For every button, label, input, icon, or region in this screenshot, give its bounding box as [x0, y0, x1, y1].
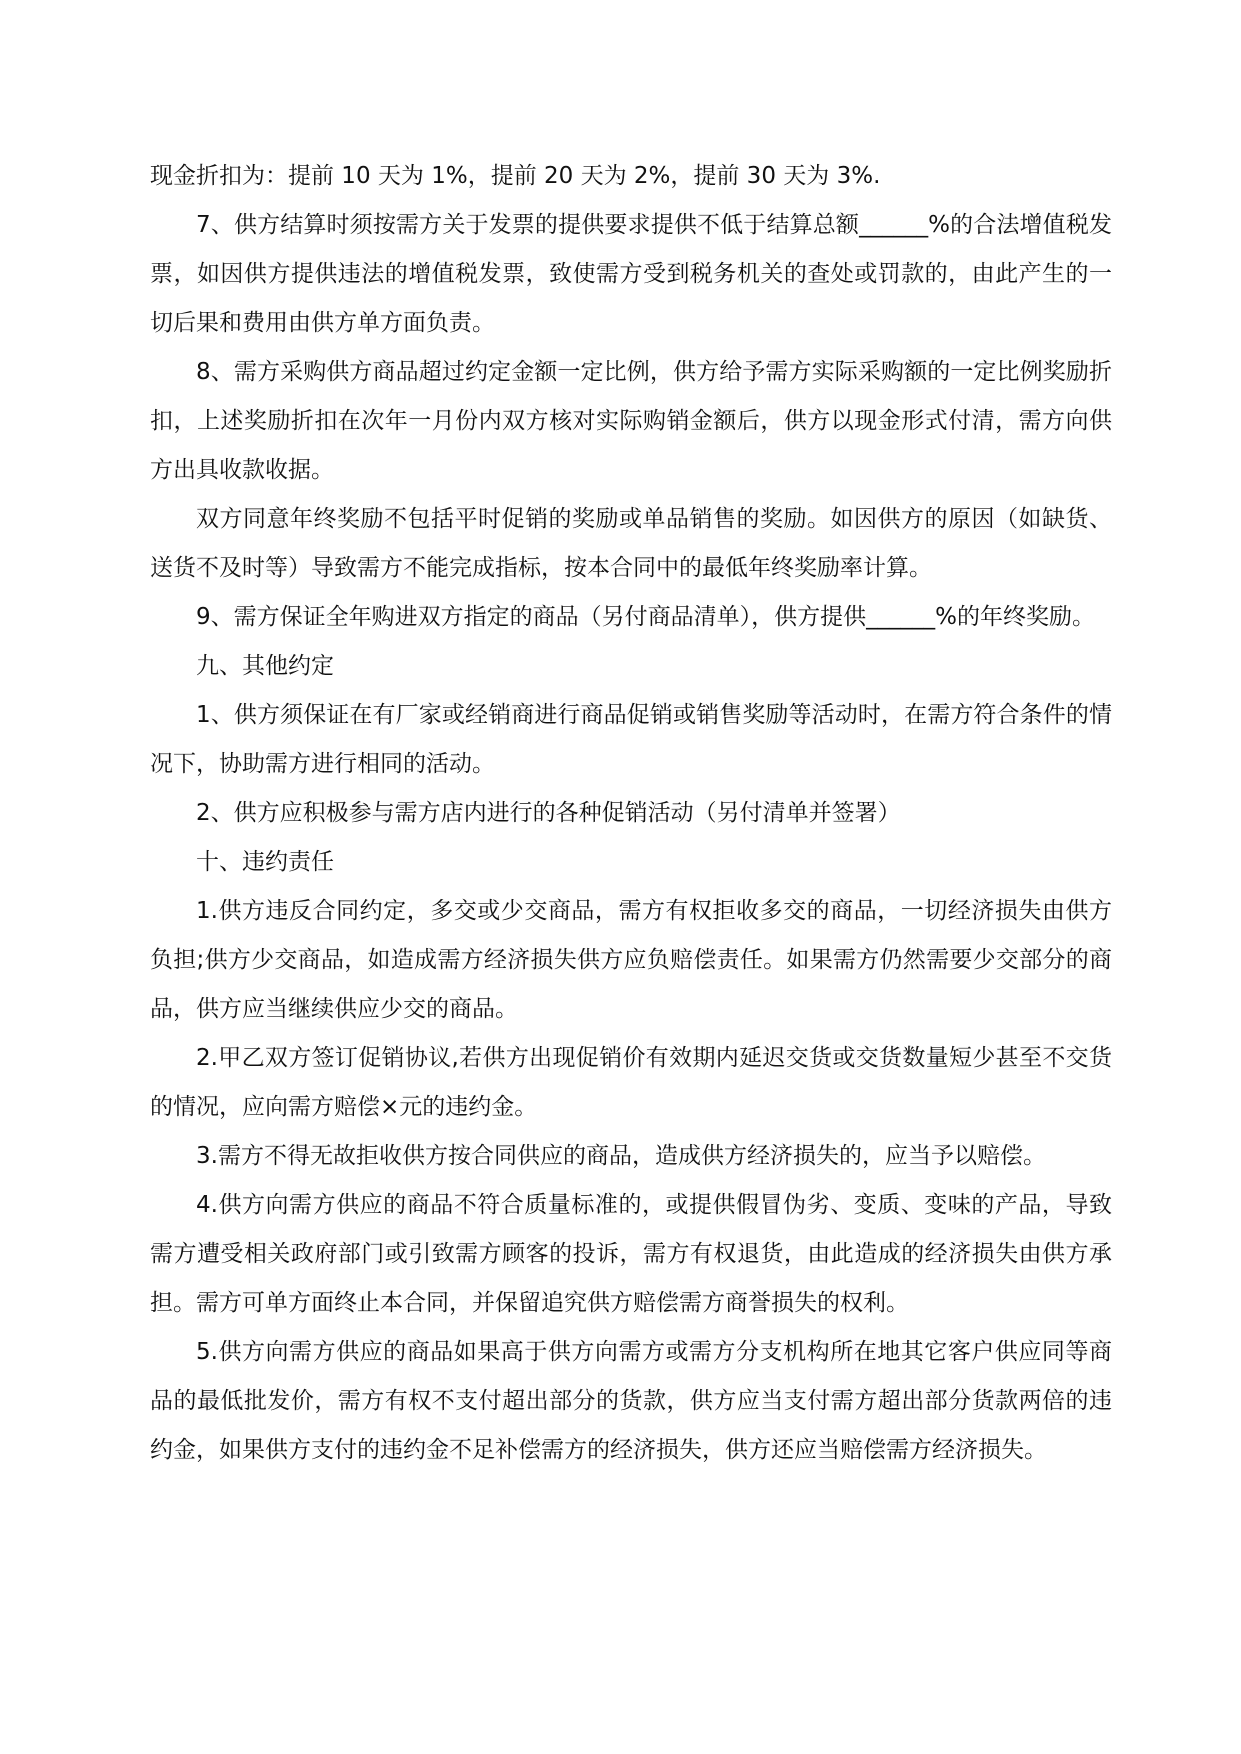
paragraph-clause-9-purchase: 9、需方保证全年购进双方指定的商品（另付商品清单），供方提供______%的年终奖励。	[196, 604, 1095, 630]
section-heading-other-agreements: 九、其他约定	[196, 653, 334, 679]
paragraph-breach-1: 1.供方违反合同约定，多交或少交商品，需方有权拒收多交的商品，一切经济损失由供方负担;供方少交商品，如造成需方经济损失供方应负赔偿责任。如果需方仍然需要少交部分的商品，供方应当继续供应少交的商品。	[150, 898, 1112, 1022]
section-heading-breach-liability: 十、违约责任	[196, 849, 334, 875]
paragraph-clause-8-rebate: 8、需方采购供方商品超过约定金额一定比例，供方给予需方实际采购额的一定比例奖励折扣，上述奖励折扣在次年一月份内双方核对实际购销金额后，供方以现金形式付清，需方向供方出具收款收据。	[150, 359, 1112, 483]
paragraph-other-1: 1、供方须保证在有厂家或经销商进行商品促销或销售奖励等活动时，在需方符合条件的情况下，协助需方进行相同的活动。	[150, 702, 1112, 777]
document-page	[150, 152, 1112, 1475]
paragraph-other-2: 2、供方应积极参与需方店内进行的各种促销活动（另付清单并签署）	[196, 800, 901, 826]
paragraph-breach-4: 4.供方向需方供应的商品不符合质量标准的，或提供假冒伪劣、变质、变味的产品，导致需方遭受相关政府部门或引致需方顾客的投诉，需方有权退货，由此造成的经济损失由供方承担。需方可单方面终止本合同，并保留追究供方赔偿需方商誉损失的权利。	[150, 1192, 1112, 1316]
paragraph-breach-2: 2.甲乙双方签订促销协议,若供方出现促销价有效期内延迟交货或交货数量短少甚至不交货的情况，应向需方赔偿×元的违约金。	[150, 1045, 1112, 1120]
paragraph-breach-5: 5.供方向需方供应的商品如果高于供方向需方或需方分支机构所在地其它客户供应同等商品的最低批发价，需方有权不支付超出部分的货款，供方应当支付需方超出部分货款两倍的违约金，如果供方支付的违约金不足补偿需方的经济损失，供方还应当赔偿需方经济损失。	[150, 1339, 1112, 1463]
paragraph-cash-discount: 现金折扣为：提前 10 天为 1%，提前 20 天为 2%，提前 30 天为 3%.	[150, 163, 881, 189]
paragraph-year-end-reward: 双方同意年终奖励不包括平时促销的奖励或单品销售的奖励。如因供方的原因（如缺货、送货不及时等）导致需方不能完成指标，按本合同中的最低年终奖励率计算。	[150, 506, 1112, 581]
paragraph-breach-3: 3.需方不得无故拒收供方按合同供应的商品，造成供方经济损失的，应当予以赔偿。	[196, 1143, 1046, 1169]
paragraph-clause-7-invoice: 7、供方结算时须按需方关于发票的提供要求提供不低于结算总额______%的合法增值税发票，如因供方提供违法的增值税发票，致使需方受到税务机关的查处或罚款的，由此产生的一切后果和费用由供方单方面负责。	[150, 212, 1112, 336]
